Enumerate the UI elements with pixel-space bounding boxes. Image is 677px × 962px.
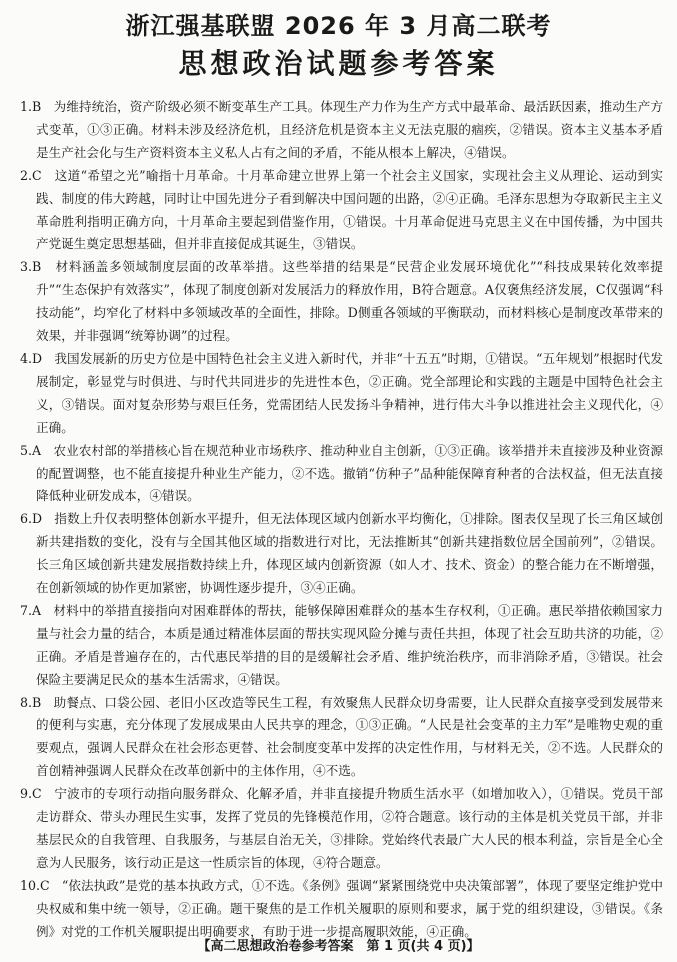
exam-title: 浙江强基联盟 2026 年 3 月高二联考 <box>125 12 552 40</box>
answer-choice: C <box>32 167 42 183</box>
answer-choice: B <box>32 694 42 710</box>
question-number: 2. <box>20 167 33 183</box>
answer-choice: C <box>40 877 50 893</box>
question-number: 6. <box>20 511 33 527</box>
answer-list <box>20 96 663 944</box>
answer-item <box>20 875 663 944</box>
answer-choice: B <box>32 259 42 275</box>
question-number: 4. <box>20 350 33 366</box>
answer-explanation: 助餐点、口袋公园、老旧小区改造等民生工程，有效聚焦人民群众切身需要，让人民群众直接享受到发展带来的便利与实惠，充分体现了发展成果由人民共享的理念，①③正确。“人民是社会变革的主力军”是唯物史观的重要观点，强调人民群众在社会形态更替、社会制度变革中发挥的决定性作用，与材料无关，②不选。人民群众的首创精神强调人民群众在改革创新中的主体作用，④不选。 <box>36 694 664 779</box>
page-footer: 【高二思想政治卷参考答案 第 1 页(共 4 页)】 <box>197 939 480 954</box>
answer-choice: D <box>32 511 43 527</box>
answer-item <box>20 783 663 875</box>
answer-explanation: 指数上升仅表明整体创新水平提升，但无法体现区域内创新水平均衡化，①排除。图表仅呈现了长三角区域创新共建指数的变化，没有与全国其他区域的指数进行对比，无法推断其“创新共建指数位居全国前列”，②错误。长三角区域创新共建发展指数持续上升，体现区域内创新资源（如人才、技术、资金）的整合能力在不断增强，在创新领域的协作更加紧密，协调性逐步提升，③④正确。 <box>36 511 664 596</box>
answer-item <box>20 600 663 692</box>
question-number: 1. <box>20 99 33 114</box>
answer-item <box>20 256 663 348</box>
answer-choice: D <box>32 350 43 366</box>
answer-choice: C <box>32 786 42 802</box>
answer-choice: A <box>32 442 42 458</box>
answer-item <box>20 165 663 257</box>
answer-item <box>20 96 663 165</box>
answer-explanation: 这道“希望之光”喻指十月革命。十月革命建立世界上第一个社会主义国家，实现社会主义从理论、运动到实践、制度的伟大跨越，同时让中国先进分子看到解决中国问题的出路，②④正确。毛泽东思想为夺取新民主主义革命胜利指明正确方向，十月革命主要起到借鉴作用，①错误。十月革命促进马克思主义在中国传播，为中国共产党诞生奠定思想基础，但并非直接促成其诞生，③错误。 <box>36 167 663 252</box>
answer-choice: B <box>32 99 42 114</box>
answer-explanation: 我国发展新的历史方位是中国特色社会主义进入新时代，并非“十五五”时期，①错误。“五年规划”根据时代发展制定，彰显党与时俱进、与时代共同进步的先进性本色，②正确。党全部理论和实践的主题是中国特色社会主义，③错误。面对复杂形势与艰巨任务，党需团结人民发扬斗争精神，进行伟大斗争以推进社会主义现代化，④正确。 <box>36 350 663 435</box>
answer-item <box>20 348 663 440</box>
answer-explanation: “依法执政”是党的基本执政方式，①不选。《条例》强调“紧紧围绕党中央决策部署”，体现了要坚定维护党中央权威和集中统一领导，②正确。题干聚焦的是工作机关履职的原则和要求，属于党的组织建设，③错误。《条例》对党的工作机关履职提出明确要求，有助于进一步提高履职效能，④正确。 <box>36 877 663 939</box>
answer-choice: A <box>32 602 42 618</box>
answer-item <box>20 692 663 784</box>
question-number: 9. <box>20 786 33 802</box>
question-number: 10. <box>20 877 41 893</box>
answer-explanation: 为维持统治，资产阶级必须不断变革生产工具。体现生产力作为生产方式中最革命、最活跃因素，推动生产方式变革，①③正确。材料未涉及经济危机，且经济危机是资本主义无法克服的痼疾，②错误。资本主义基本矛盾是生产社会化与生产资料资本主义私人占有之间的矛盾，不能从根本上解决，④错误。 <box>36 99 664 160</box>
answer-explanation: 宁波市的专项行动指向服务群众、化解矛盾，并非直接提升物质生活水平（如增加收入），①错误。党员干部走访群众、带头办理民生实事，发挥了党员的先锋模范作用，②符合题意。该行动的主体是机关党员干部，并非基层民众的自我管理、自我服务，与基层自治无关，③排除。党始终代表最广大人民的根本利益，宗旨是全心全意为人民服务，该行动正是这一性质宗旨的体现，④符合题意。 <box>36 786 664 870</box>
exam-subtitle: 思想政治试题参考答案 <box>178 47 499 80</box>
question-number: 3. <box>20 259 33 275</box>
question-number: 8. <box>20 694 33 710</box>
answer-explanation: 农业农村部的举措核心旨在规范种业市场秩序、推动种业自主创新，①③正确。该举措并未直接涉及种业资源的配置调整，也不能直接提升种业生产能力，②不选。撤销“仿种子”品种能保障育种者的合法权益，但无法直接降低种业研发成本，④错误。 <box>36 442 664 504</box>
page-header <box>0 0 677 84</box>
answer-item <box>20 508 663 600</box>
answer-explanation: 材料涵盖多领域制度层面的改革举措。这些举措的结果是“民营企业发展环境优化”“科技成果转化效率提升”“生态保护有效落实”，体现了制度创新对发展活力的释放作用，B符合题意。A仅褒焦经济发展，C仅强调“科技动能”，均窄化了材料中多领域改革的全面性，排除。D侧重各领域的平衡联动，而材料核心是制度改革带来的效果，并非强调“统筹协调”的过程。 <box>36 259 663 344</box>
question-number: 5. <box>20 442 33 458</box>
answer-item <box>20 440 663 509</box>
answer-explanation: 材料中的举措直接指向对困难群体的帮扶，能够保障困难群众的基本生存权利，①正确。惠民举措依赖国家力量与社会力量的结合，本质是通过精准体层面的帮扶实现风险分摊与责任共担，体现了社会互助共济的功能，②正确。矛盾是普遍存在的，古代惠民举措的目的是缓解社会矛盾、维护统治秩序，而非消除矛盾，③错误。社会保险主要满足民众的基本生活需求，④错误。 <box>36 602 664 687</box>
question-number: 7. <box>20 602 33 618</box>
